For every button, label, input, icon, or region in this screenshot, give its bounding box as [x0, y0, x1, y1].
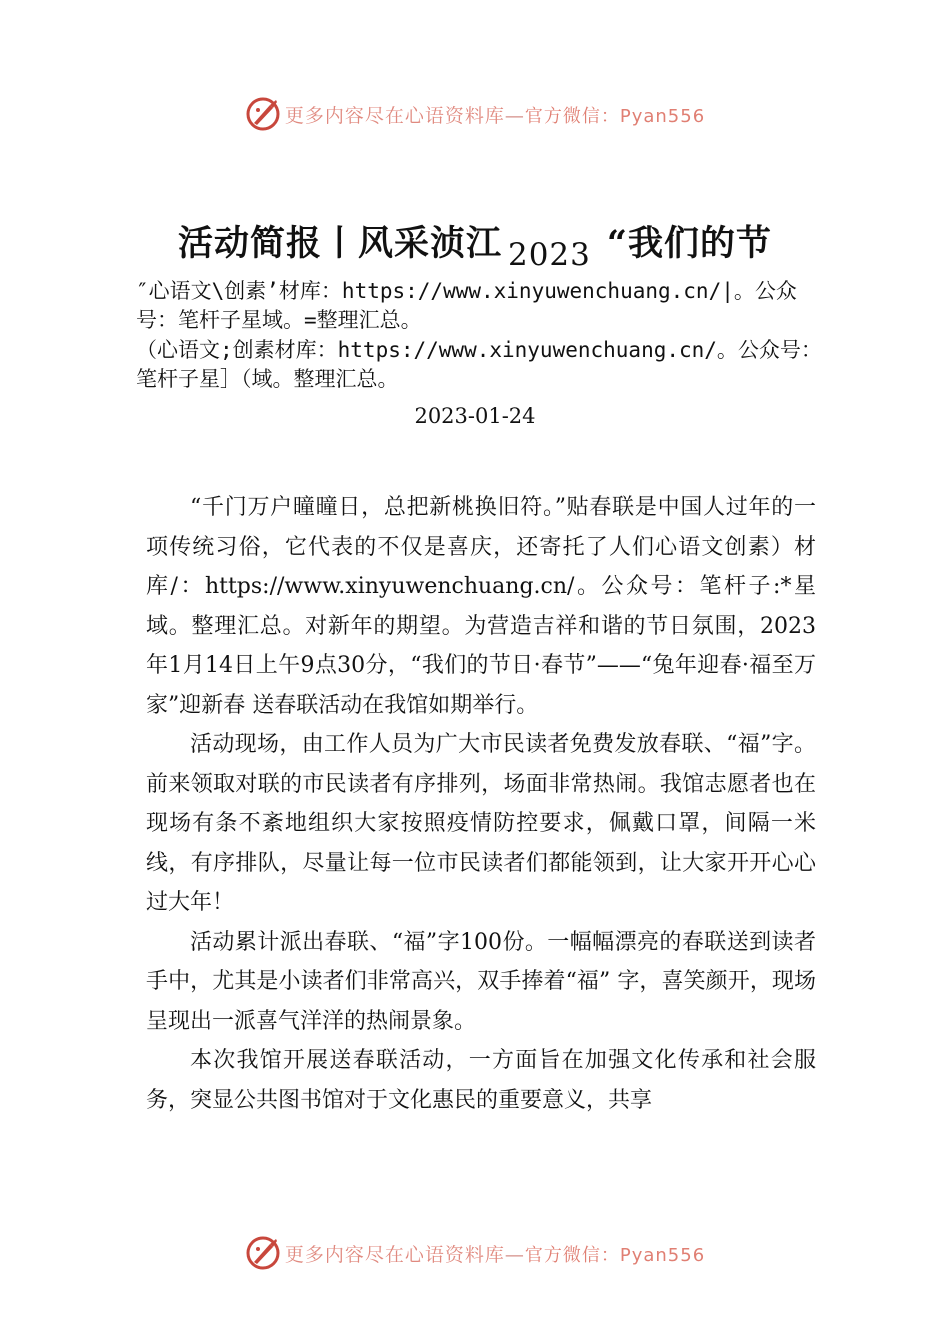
- paragraph: 活动累计派出春联、“福”字100份。一幅幅漂亮的春联送到读者手中，尤其是小读者们非常高兴，双手捧着“福” 字，喜笑颜开，现场呈现出一派喜气洋洋的热闹景象。: [146, 929, 816, 1034]
- banner-main-text: 更多内容尽在心语资料库: [284, 1243, 505, 1266]
- title-part-1: 活动简报丨风采浈江: [177, 223, 502, 264]
- footer-banner: [0, 1231, 950, 1275]
- quill-pen-seal-icon: [245, 96, 281, 132]
- quill-pen-seal-icon: [245, 1235, 281, 1271]
- banner-separator: —: [504, 104, 525, 127]
- title-part-2: “我们的节: [606, 223, 773, 264]
- banner-text: [285, 1240, 705, 1267]
- document-date: 2023-01-24: [414, 404, 536, 428]
- banner-text: [285, 101, 705, 128]
- document-title: [0, 216, 950, 273]
- source-note-1-text: ″心语文\创素’材库：https://www.xinyuwenchuang.cn/|。公众号：笔杆子星域。=整理汇总。: [136, 279, 797, 332]
- source-note-2-text: （心语文;创素材库：https://www.xinyuwenchuang.cn/。公众号：笔杆子星］（域。整理汇总。: [136, 338, 822, 391]
- banner-separator: —: [504, 1243, 525, 1266]
- article-body: [146, 488, 816, 1120]
- source-note-2: [136, 336, 826, 394]
- title-year: 2023: [507, 237, 591, 273]
- source-note-1: [136, 277, 826, 335]
- paragraph: 活动现场，由工作人员为广大市民读者免费发放春联、“福”字。前来领取对联的市民读者有序排列，场面非常热闹。我馆志愿者也在现场有条不紊地组织大家按照疫情防控要求，佩戴口罩，间隔一米线，有序排队，尽量让每一位市民读者们都能领到，让大家开开心心过大年！: [146, 732, 816, 915]
- banner-wechat-text: 官方微信：Pyan556: [524, 1244, 706, 1266]
- banner-wechat-text: 官方微信：Pyan556: [524, 105, 706, 127]
- header-banner: [0, 92, 950, 136]
- paragraph: “千门万户曈曈日，总把新桃换旧符。”贴春联是中国人过年的一项传统习俗，它代表的不仅是喜庆，还寄托了人们心语文创素）材库/：https://www.xinyuwenchuang.cn/。公众号：笔杆子:*星域。整理汇总。对新年的期望。为营造吉祥和谐的节日氛围，2023年1月14日上午9点30分，“我们的节日·春节”——“兔年迎春·福至万家”迎新春 送春联活动在我馆如期举行。: [146, 495, 816, 718]
- banner-main-text: 更多内容尽在心语资料库: [284, 104, 505, 127]
- paragraph: 本次我馆开展送春联活动，一方面旨在加强文化传承和社会服务，突显公共图书馆对于文化惠民的重要意义，共享: [146, 1048, 816, 1113]
